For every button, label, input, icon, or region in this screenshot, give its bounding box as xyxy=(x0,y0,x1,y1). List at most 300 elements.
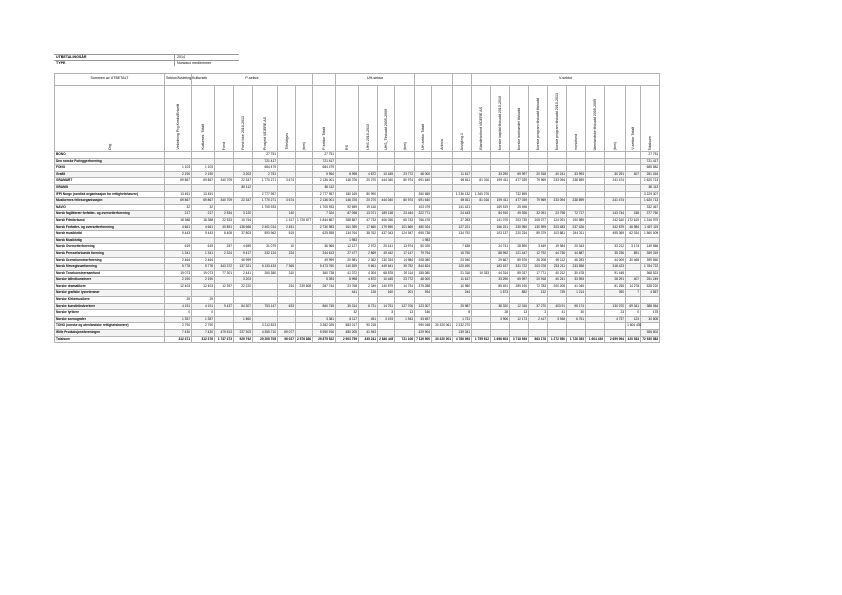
table-cell: 721 417 xyxy=(253,158,278,165)
table-cell xyxy=(605,204,626,211)
table-cell xyxy=(415,165,432,172)
table-cell: 69 997 xyxy=(510,171,529,178)
table-cell: 79 969 xyxy=(529,178,548,185)
table-cell: 205 377 xyxy=(529,217,548,224)
table-cell xyxy=(336,152,359,159)
table-cell: 29 875 522 xyxy=(313,336,336,343)
table-cell: 41 045 xyxy=(567,283,586,290)
column-header-label: RS xyxy=(345,145,350,150)
table-cell xyxy=(472,204,491,211)
table-cell: 406 036 xyxy=(378,217,395,224)
table-cell: 29 xyxy=(192,297,215,304)
table-cell: 12 403 xyxy=(165,283,192,290)
meta-rows xyxy=(54,55,239,67)
table-cell xyxy=(395,204,415,211)
table-cell: 20 918 xyxy=(529,277,548,284)
table-cell: 18 388 xyxy=(165,217,192,224)
table-cell: 20 270 xyxy=(359,178,378,185)
table-cell: 2 790 xyxy=(192,323,215,330)
column-header xyxy=(432,86,453,152)
table-cell xyxy=(586,178,605,185)
table-cell: 72 783 xyxy=(529,283,548,290)
table-cell: 120 490 xyxy=(453,264,472,271)
table-cell xyxy=(395,152,415,159)
table-cell: 1 983 xyxy=(336,237,359,244)
table-cell xyxy=(215,316,234,323)
table-row xyxy=(55,277,660,284)
table-cell: 340 709 xyxy=(215,178,234,185)
table-cell xyxy=(215,158,234,165)
table-cell: 175 xyxy=(641,310,660,317)
table-cell: 27 751 xyxy=(313,152,336,159)
table-cell: 4 786 993 xyxy=(453,336,472,343)
table-cell: 124 947 xyxy=(395,231,415,238)
table-cell xyxy=(529,152,548,159)
table-cell: 684 479 xyxy=(253,165,278,172)
table-cell xyxy=(296,165,313,172)
table-cell xyxy=(432,330,453,337)
table-cell: 244 xyxy=(453,290,472,297)
table-cell xyxy=(567,184,586,191)
table-cell xyxy=(296,152,313,159)
table-cell xyxy=(510,330,529,337)
table-cell xyxy=(165,184,192,191)
table-cell xyxy=(510,184,529,191)
table-cell xyxy=(278,204,296,211)
column-header-label: Utenlandske tilskudd 2005-2009 xyxy=(593,98,598,150)
table-cell: 1 705 933 xyxy=(313,204,336,211)
table-cell xyxy=(234,323,253,330)
table-cell xyxy=(586,158,605,165)
table-cell: 3 674 xyxy=(278,198,296,205)
table-cell: 30 468 xyxy=(626,257,641,264)
table-cell xyxy=(336,158,359,165)
table-cell: 1 214 xyxy=(567,290,586,297)
table-cell: 41 372 xyxy=(336,270,359,277)
table-cell xyxy=(395,323,415,330)
table-cell: 20 343 xyxy=(567,244,586,251)
table-cell: 1 983 xyxy=(415,237,432,244)
table-cell: 1 236 132 xyxy=(453,191,472,198)
table-cell: 739 xyxy=(548,290,567,297)
table-row xyxy=(55,244,660,251)
row-organisation-name: BONO xyxy=(55,152,165,159)
table-cell xyxy=(472,303,491,310)
row-organisation-name: Norsk musikkråd xyxy=(55,231,165,238)
table-cell: 46 283 xyxy=(567,257,586,264)
table-cell xyxy=(432,184,453,191)
table-cell xyxy=(510,158,529,165)
table-cell: 77 301 xyxy=(215,270,234,277)
table-cell xyxy=(432,217,453,224)
table-cell: 2 777 957 xyxy=(253,191,278,198)
table-cell: 322 771 xyxy=(415,211,432,218)
column-header-label: UHS 2010-2013 xyxy=(366,124,371,150)
table-cell: 331 722 xyxy=(510,264,529,271)
table-cell: 1 357 xyxy=(192,316,215,323)
table-cell xyxy=(586,257,605,264)
table-cell xyxy=(215,237,234,244)
table-cell: 1 705 933 xyxy=(253,204,278,211)
table-cell: 625 555 xyxy=(313,231,336,238)
row-organisation-name: Norsk Filmforbund xyxy=(55,217,165,224)
table-cell: 155 080 xyxy=(415,270,432,277)
table-cell: 233 094 xyxy=(548,198,567,205)
row-organisation-name: GRAMART xyxy=(55,178,165,185)
table-cell xyxy=(491,165,510,172)
table-cell xyxy=(432,211,453,218)
table-cell xyxy=(567,297,586,304)
table-cell: 80 112 xyxy=(641,184,660,191)
table-cell: 3 948 xyxy=(548,316,567,323)
table-cell: 23 444 xyxy=(395,211,415,218)
table-cell: 4 661 xyxy=(165,224,192,231)
table-cell: 172 619 xyxy=(626,217,641,224)
table-cell: 3 xyxy=(529,310,548,317)
table-cell: 289 190 xyxy=(510,283,529,290)
table-cell: 23 798 xyxy=(548,211,567,218)
row-organisation-name: Wille Produksjonsforeningen xyxy=(55,330,165,337)
table-cell xyxy=(234,158,253,165)
table-cell: 29 xyxy=(165,297,192,304)
column-header-label: V-sektor Totalt xyxy=(631,127,636,150)
table-cell: 29 205 705 xyxy=(253,336,278,343)
column-header-label: (tom) xyxy=(613,141,618,150)
table-cell: 17 660 xyxy=(359,224,378,231)
table-cell: 28 890 xyxy=(510,244,529,251)
table-cell xyxy=(626,270,641,277)
table-cell xyxy=(453,152,472,159)
table-cell: 180 169 xyxy=(336,191,359,198)
table-cell xyxy=(432,198,453,205)
table-cell xyxy=(192,152,215,159)
table-cell xyxy=(491,158,510,165)
table-cell xyxy=(491,323,510,330)
table-cell xyxy=(529,297,548,304)
table-cell: 233 211 xyxy=(548,264,567,271)
table-cell xyxy=(296,198,313,205)
table-cell: 132 xyxy=(529,290,548,297)
table-cell: 407 xyxy=(626,171,641,178)
table-cell xyxy=(472,310,491,317)
table-cell: 312 376 xyxy=(192,336,215,343)
table-cell: 98 027 xyxy=(278,336,296,343)
table-cell xyxy=(432,191,453,198)
table-cell: 124 091 xyxy=(548,217,567,224)
table-cell xyxy=(215,310,234,317)
row-organisation-name: Norske billedkunstnere xyxy=(55,277,165,284)
table-row xyxy=(55,204,660,211)
table-row xyxy=(55,171,660,178)
table-cell xyxy=(472,237,491,244)
table-cell xyxy=(215,152,234,159)
table-cell xyxy=(253,290,278,297)
table-cell: 143 744 xyxy=(605,211,626,218)
column-header-label: Norske bokhandel tilskudd xyxy=(517,107,522,150)
table-cell: 37 283 xyxy=(453,217,472,224)
table-cell: 203 078 xyxy=(529,264,548,271)
table-cell: 238 899 xyxy=(567,198,586,205)
table-cell: 49 926 xyxy=(510,211,529,218)
table-cell: 20 114 xyxy=(395,270,415,277)
table-cell: 14 734 xyxy=(395,283,415,290)
table-cell xyxy=(359,158,378,165)
table-cell: 32 091 xyxy=(529,211,548,218)
table-cell: 134 764 xyxy=(336,231,359,238)
table-row xyxy=(55,224,660,231)
table-cell xyxy=(378,165,395,172)
table-cell: 1 457 119 xyxy=(641,224,660,231)
table-cell xyxy=(253,237,278,244)
table-cell: 4 355 710 xyxy=(253,330,278,337)
corner-label: Summen av UTBETALT xyxy=(55,74,165,86)
table-cell: 127 221 xyxy=(453,224,472,231)
table-cell xyxy=(491,152,510,159)
table-cell xyxy=(378,237,395,244)
table-cell: 44 314 xyxy=(491,270,510,277)
table-cell: 238 899 xyxy=(567,178,586,185)
table-cell xyxy=(296,158,313,165)
table-cell xyxy=(626,198,641,205)
table-cell: 449 641 xyxy=(378,264,395,271)
column-header xyxy=(192,86,215,152)
table-cell xyxy=(567,191,586,198)
table-cell: 158 xyxy=(626,211,641,218)
table-cell xyxy=(529,184,548,191)
table-cell: 844 824 xyxy=(415,264,432,271)
table-cell: 24 443 xyxy=(453,211,472,218)
column-header xyxy=(453,86,472,152)
column-group-header: P-sektor xyxy=(192,74,313,86)
table-cell xyxy=(472,244,491,251)
table-cell: 32 xyxy=(165,204,192,211)
table-cell: 160 xyxy=(378,290,395,297)
table-cell: 17 147 xyxy=(395,250,415,257)
table-cell xyxy=(529,323,548,330)
table-cell: 1 260 276 xyxy=(472,191,491,198)
row-organisation-name: Norske dramatikere xyxy=(55,283,165,290)
table-cell xyxy=(529,191,548,198)
table-cell xyxy=(626,204,641,211)
table-row xyxy=(55,250,660,257)
column-header-label: UHS_Tilskudd 2005-2009 xyxy=(384,108,389,150)
table-cell: 441 xyxy=(336,290,359,297)
table-cell: 201 xyxy=(395,290,415,297)
table-cell xyxy=(586,264,605,271)
table-cell: 2 417 xyxy=(529,316,548,323)
table-cell xyxy=(472,250,491,257)
table-cell xyxy=(296,310,313,317)
table-cell xyxy=(253,283,278,290)
table-cell xyxy=(359,297,378,304)
table-cell xyxy=(253,257,278,264)
table-cell: 35 314 xyxy=(336,303,359,310)
table-cell: 33 212 xyxy=(605,244,626,251)
table-cell xyxy=(278,290,296,297)
table-cell xyxy=(395,191,415,198)
table-cell: 480 024 xyxy=(415,224,432,231)
table-cell: 429 904 xyxy=(415,330,432,337)
table-cell: 44 887 xyxy=(567,250,586,257)
table-cell xyxy=(378,323,395,330)
table-cell: 732 899 xyxy=(510,191,529,198)
table-cell xyxy=(453,297,472,304)
table-cell xyxy=(395,184,415,191)
table-cell xyxy=(453,237,472,244)
table-cell xyxy=(165,158,192,165)
table-cell: 891 xyxy=(626,250,641,257)
table-cell: 19 984 xyxy=(548,244,567,251)
table-cell: 3 381 xyxy=(313,316,336,323)
table-cell: 146 376 xyxy=(336,178,359,185)
table-cell xyxy=(234,165,253,172)
column-header xyxy=(165,86,192,152)
table-cell: 25 987 xyxy=(453,303,472,310)
table-cell: 141 070 xyxy=(491,217,510,224)
table-cell: 49 999 xyxy=(313,257,336,264)
table-cell xyxy=(395,297,415,304)
column-group-header xyxy=(313,74,336,86)
table-cell xyxy=(472,264,491,271)
table-cell: 87 098 xyxy=(336,211,359,218)
table-cell xyxy=(378,204,395,211)
table-cell: 50 025 xyxy=(415,244,432,251)
table-cell: 619 xyxy=(192,244,215,251)
table-cell: 934 xyxy=(415,290,432,297)
table-row xyxy=(55,257,660,264)
table-cell xyxy=(548,330,567,337)
table-cell: 377 750 xyxy=(641,211,660,218)
row-organisation-name: Norske Kirkemusikere xyxy=(55,297,165,304)
table-cell: 30 320 001 xyxy=(432,336,453,343)
table-cell: 30 xyxy=(567,310,586,317)
table-cell: 208 080 xyxy=(415,257,432,264)
table-cell: 1 737 473 xyxy=(215,336,234,343)
row-organisation-name: Norske lyrikere xyxy=(55,310,165,317)
table-cell: 13 451 xyxy=(165,191,192,198)
table-cell xyxy=(432,303,453,310)
meta-label: TYPE xyxy=(54,61,175,67)
table-cell xyxy=(215,184,234,191)
table-cell: 230 950 xyxy=(510,224,529,231)
table-cell: 9 661 xyxy=(359,264,378,271)
table-cell: 41 xyxy=(548,310,567,317)
table-cell xyxy=(378,191,395,198)
table-cell xyxy=(510,237,529,244)
table-cell: 2 534 xyxy=(215,211,234,218)
table-cell: 22 347 xyxy=(234,198,253,205)
column-header xyxy=(296,86,313,152)
table-row xyxy=(55,336,660,343)
table-cell: 251 016 xyxy=(641,171,660,178)
table-cell: 89 576 xyxy=(510,257,529,264)
table-cell: 1 860 xyxy=(234,316,253,323)
table-cell: 929 792 xyxy=(234,336,253,343)
table-row xyxy=(55,290,660,297)
table-cell: 691 640 xyxy=(415,178,432,185)
table-cell: 257 xyxy=(215,244,234,251)
table-row xyxy=(55,158,660,165)
table-cell: 2 136 001 xyxy=(313,198,336,205)
table-cell: 583 017 xyxy=(336,323,359,330)
table-cell xyxy=(378,158,395,165)
column-group-header: V-sektor xyxy=(472,74,660,86)
table-cell: 8 xyxy=(453,310,472,317)
table-cell xyxy=(395,237,415,244)
table-cell: 141 421 xyxy=(453,204,472,211)
column-header xyxy=(215,86,234,152)
table-cell xyxy=(586,217,605,224)
table-cell: 480 205 xyxy=(336,330,359,337)
row-organisation-name: Totalsum xyxy=(55,336,165,343)
table-cell xyxy=(215,191,234,198)
table-cell xyxy=(253,217,278,224)
table-cell xyxy=(296,211,313,218)
table-cell: 310 xyxy=(278,270,296,277)
table-cell xyxy=(253,316,278,323)
table-cell: 69 341 xyxy=(626,303,641,310)
table-cell: 10 445 xyxy=(378,171,395,178)
table-cell: 1 698 603 xyxy=(491,336,510,343)
table-cell xyxy=(586,270,605,277)
table-cell xyxy=(510,165,529,172)
table-cell: 241 474 xyxy=(605,178,626,185)
table-cell: 1 317 xyxy=(278,217,296,224)
column-header-label: UH-sektor Totalt xyxy=(421,124,426,150)
table-cell: 22 533 xyxy=(215,217,234,224)
table-cell xyxy=(472,224,491,231)
table-cell: 5 954 xyxy=(313,171,336,178)
table-cell: 721 106 xyxy=(395,336,415,343)
table-cell xyxy=(253,184,278,191)
table-cell xyxy=(567,204,586,211)
table-cell xyxy=(605,184,626,191)
table-cell: 691 640 xyxy=(415,198,432,205)
table-cell xyxy=(432,178,453,185)
table-row xyxy=(55,297,660,304)
table-cell xyxy=(529,204,548,211)
table-cell: 89 379 xyxy=(529,231,548,238)
table-cell: 149 566 xyxy=(641,244,660,251)
table-cell xyxy=(359,184,378,191)
row-organisation-name: FONO xyxy=(55,165,165,172)
table-cell xyxy=(586,303,605,310)
row-organisation-name: Norske kunsthåndverkere xyxy=(55,303,165,310)
table-cell: 130 334 xyxy=(378,257,395,264)
table-row xyxy=(55,310,660,317)
table-cell xyxy=(472,330,491,337)
table-cell: 0 xyxy=(626,310,641,317)
table-cell: 27 751 xyxy=(641,152,660,159)
table-cell xyxy=(359,152,378,159)
table-cell xyxy=(453,165,472,172)
table-cell xyxy=(234,204,253,211)
table-row xyxy=(55,231,660,238)
table-cell: 17 771 xyxy=(529,270,548,277)
table-cell: 20 270 xyxy=(359,198,378,205)
table-cell: 9 437 xyxy=(215,303,234,310)
table-cell: 990 048 xyxy=(415,323,432,330)
table-cell xyxy=(605,165,626,172)
table-cell xyxy=(586,184,605,191)
table-cell: 11 617 xyxy=(453,171,472,178)
table-cell xyxy=(278,158,296,165)
row-organisation-name: Norsk faglitterær forfatter- og oversetterforening xyxy=(55,211,165,218)
table-cell: 79 794 xyxy=(415,250,432,257)
table-cell: 0 xyxy=(165,310,192,317)
table-cell xyxy=(586,250,605,257)
table-cell: 12 173 xyxy=(510,316,529,323)
